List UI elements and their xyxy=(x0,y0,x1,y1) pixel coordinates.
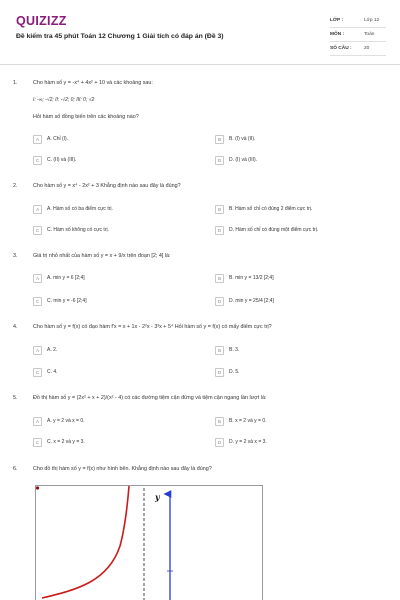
graph-canvas xyxy=(36,486,263,600)
option-letter: A xyxy=(33,346,42,355)
question-number: 6. xyxy=(13,466,18,472)
option-c[interactable] xyxy=(33,437,85,447)
option-c[interactable] xyxy=(33,296,87,306)
question-number: 1. xyxy=(13,80,18,86)
option-text: A. Hàm số có ba điểm cực trị. xyxy=(47,206,113,212)
option-text: B. (I) và (II). xyxy=(229,136,256,142)
option-text: D. min y = 25/4 [2;4] xyxy=(229,298,274,304)
option-letter: B xyxy=(215,205,224,214)
question-number: 3. xyxy=(13,253,18,259)
option-text: D. 5. xyxy=(229,369,240,375)
option-d[interactable] xyxy=(215,225,318,235)
question-number: 4. xyxy=(13,324,18,330)
page-title: Đề kiểm tra 45 phút Toán 12 Chương 1 Giải tích có đáp án (Đề 3) xyxy=(16,33,224,40)
option-a[interactable] xyxy=(33,416,85,426)
option-b[interactable] xyxy=(215,134,255,144)
question-number: 2. xyxy=(13,183,18,189)
option-letter: C xyxy=(33,368,42,377)
option-text: D. Hàm số chỉ có đúng một điểm cực trị. xyxy=(229,227,319,233)
meta-row-count xyxy=(330,42,386,56)
option-d[interactable] xyxy=(215,367,240,377)
option-letter: D xyxy=(215,156,224,165)
option-text: B. x = 2 và y = 0. xyxy=(229,418,267,424)
option-letter: C xyxy=(33,156,42,165)
option-text: A. y = 2 và x = 0. xyxy=(47,418,85,424)
meta-key: SỐ CÂU : xyxy=(330,46,352,51)
meta-row-class xyxy=(330,14,386,28)
option-text: B. min y = 13/2 [2;4] xyxy=(229,275,274,281)
option-letter: B xyxy=(215,135,224,144)
option-text: B. 3. xyxy=(229,347,240,353)
option-a[interactable] xyxy=(33,204,113,214)
question-number: 5. xyxy=(13,395,18,401)
option-d[interactable] xyxy=(215,437,267,447)
meta-row-subject xyxy=(330,28,386,42)
quizizz-logo: QUIZIZZ xyxy=(16,14,67,28)
meta-value: Lớp 12 xyxy=(364,18,380,23)
option-c[interactable] xyxy=(33,367,58,377)
option-text: A. Chỉ (I). xyxy=(47,136,69,142)
option-d[interactable] xyxy=(215,296,274,306)
header-divider xyxy=(0,64,400,65)
option-letter: A xyxy=(33,417,42,426)
option-a[interactable] xyxy=(33,273,85,283)
option-a[interactable] xyxy=(33,134,68,144)
option-letter: D xyxy=(215,226,224,235)
function-graph xyxy=(35,485,263,600)
option-letter: D xyxy=(215,297,224,306)
option-b[interactable] xyxy=(215,416,267,426)
meta-key: MÔN : xyxy=(330,32,345,37)
option-letter: C xyxy=(33,297,42,306)
meta-info xyxy=(330,14,386,56)
option-letter: B xyxy=(215,417,224,426)
option-text: A. 2. xyxy=(47,347,58,353)
option-letter: C xyxy=(33,226,42,235)
question-text: Giá trị nhỏ nhất của hàm số y = x + 9/x trên đoạn [2; 4] là: xyxy=(33,253,171,259)
question-prompt: Hỏi hàm số đồng biến trên các khoảng nào? xyxy=(33,114,139,120)
option-letter: A xyxy=(33,135,42,144)
option-text: D. (I) và (III). xyxy=(229,157,258,163)
option-letter: C xyxy=(33,438,42,447)
question-text: Đồ thị hàm số y = (2x² + x + 2)/(x² - 4) có các đường tiệm cận đứng và tiệm cận ngang lần lượt là: xyxy=(33,395,267,401)
meta-value: 20 xyxy=(364,46,370,51)
option-text: C. min y = -6 [2;4] xyxy=(47,298,87,304)
option-text: C. 4. xyxy=(47,369,58,375)
option-text: B. Hàm số chỉ có đúng 2 điểm cực trị. xyxy=(229,206,313,212)
option-letter: A xyxy=(33,274,42,283)
question-text: Cho hàm số y = f(x) có đạo hàm f'x = x + 1x - 2²x - 3³x + 5⁴ Hỏi hàm số y = f(x) có mấy điểm cực trị? xyxy=(33,324,272,330)
option-letter: B xyxy=(215,346,224,355)
function-curve xyxy=(42,486,129,598)
option-letter: A xyxy=(33,205,42,214)
y-axis-label: y xyxy=(155,492,160,502)
option-letter: D xyxy=(215,438,224,447)
option-letter: D xyxy=(215,368,224,377)
question-text: Cho hàm số y = -x⁴ + 4x² + 10 và các khoảng sau: xyxy=(33,80,153,86)
option-text: C. Hàm số không có cực trị. xyxy=(47,227,109,233)
corner-point xyxy=(36,486,39,489)
option-letter: B xyxy=(215,274,224,283)
page-header xyxy=(0,0,400,68)
option-d[interactable] xyxy=(215,155,257,165)
meta-key: LỚP : xyxy=(330,18,344,23)
option-c[interactable] xyxy=(33,225,109,235)
question-text: Cho hàm số y = x⁴ - 2x² + 3 Khẳng định nào sau đây là đúng? xyxy=(33,183,181,189)
option-text: C. x = 2 và y = 3. xyxy=(47,439,85,445)
option-text: D. y = 2 và x = 3. xyxy=(229,439,267,445)
question-text: Cho đồ thị hàm số y = f(x) như hình bên. Khẳng định nào sau đây là đúng? xyxy=(33,466,212,472)
option-a[interactable] xyxy=(33,345,57,355)
option-text: A. min y = 6 [2;4] xyxy=(47,275,85,281)
meta-value: Toán xyxy=(364,32,375,37)
option-text: C. (II) và (III). xyxy=(47,157,77,163)
option-b[interactable] xyxy=(215,204,312,214)
option-b[interactable] xyxy=(215,273,274,283)
option-b[interactable] xyxy=(215,345,239,355)
question-intervals: I: -∞; -√2; II: -√2; 0; III: 0; √2 xyxy=(33,97,95,103)
option-c[interactable] xyxy=(33,155,76,165)
